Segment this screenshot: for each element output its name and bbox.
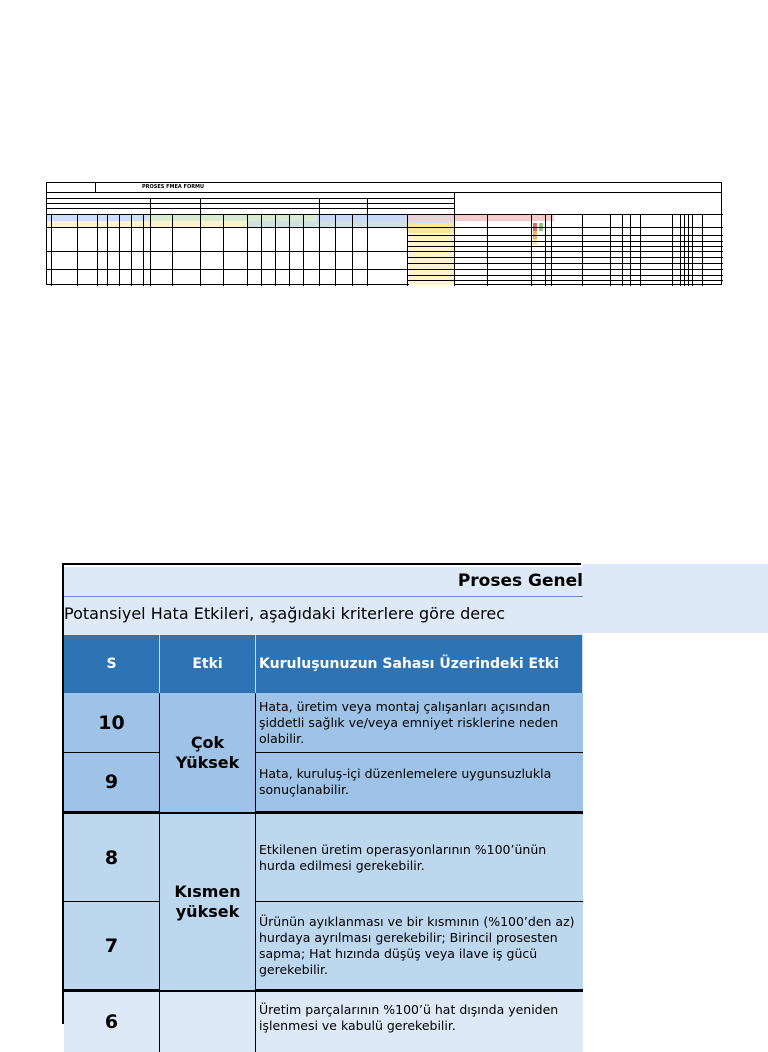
thumb-row [47, 269, 723, 270]
thumb-row [407, 257, 723, 258]
effect-cell [160, 992, 256, 1052]
description-text: Hata, kuruluş-içi düzenlemelere uygunsuzlukla sonuçlanabilir. [259, 766, 552, 797]
thumb-band-gold [407, 223, 454, 233]
description-text: Hata, üretim veya montaj çalışanları açısından şiddetli sağlık ve/veya emniyet risklerine neden olabilir. [259, 698, 559, 746]
header-effect: Etki [160, 635, 256, 693]
thumb-yellow-cell [533, 239, 537, 245]
score-cell: 8 [64, 814, 160, 902]
thumb-row [47, 227, 723, 228]
effect-label: Çok Yüksek [175, 732, 240, 772]
table-subtitle-row [64, 597, 583, 635]
effect-cell [160, 693, 256, 812]
title-band-overflow [582, 564, 768, 633]
thumb-divider [47, 208, 454, 209]
thumb-divider [367, 198, 368, 214]
fmea-form-thumbnail [46, 182, 722, 285]
table-title: Proses Genel [457, 571, 583, 591]
thumb-divider [150, 198, 151, 214]
description-cell [256, 902, 583, 990]
description-cell [256, 814, 583, 902]
thumb-row [407, 235, 723, 236]
score-cell: 10 [64, 693, 160, 753]
thumb-band-red [454, 215, 554, 221]
description-text: Ürünün ayıklanması ve bir kısmının (%100’den az) hurdaya ayrılması gerekebilir; Birincil prosesten sapma; Hat hızında düşüş veya ilave iş gücü gerekebilir. [259, 913, 575, 977]
table-frame [62, 563, 583, 1033]
score-cell: 6 [64, 992, 160, 1052]
thumb-row [407, 280, 723, 281]
score-cell: 7 [64, 902, 160, 990]
thumb-divider [200, 198, 201, 214]
fmea-title-bar [47, 183, 721, 193]
header-score: S [64, 635, 160, 693]
effect-cell [160, 814, 256, 990]
description-cell [256, 992, 583, 1052]
thumb-divider [47, 198, 454, 199]
description-cell [256, 753, 583, 812]
thumb-divider [95, 183, 96, 192]
fmea-form-title: PROSES FMEA FORMU [142, 184, 205, 190]
description-text: Etkilenen üretim operasyonlarının %100’ünün hurda edilmesi gerekebilir. [259, 841, 547, 873]
description-text: Üretim parçalarının %100’ü hat dışında yeniden işlenmesi ve kabulü gerekebilir. [259, 1002, 559, 1033]
thumb-row [407, 275, 723, 276]
thumb-divider [454, 192, 455, 214]
effect-label: Kısmen yüksek [174, 882, 241, 921]
table-title-row [64, 567, 583, 597]
severity-criteria-table [62, 563, 768, 1033]
thumb-row [407, 241, 723, 242]
header-description: Kuruluşunuzun Sahası Üzerindeki Etki [256, 635, 583, 693]
thumb-row [407, 246, 723, 247]
description-cell [256, 693, 583, 753]
thumb-divider [319, 198, 320, 214]
thumb-divider [47, 203, 454, 204]
score-cell: 9 [64, 753, 160, 812]
thumb-row [47, 251, 723, 252]
table-subtitle: Potansiyel Hata Etkileri, aşağıdaki kriterlere göre derec [64, 604, 505, 623]
thumb-row [407, 263, 723, 264]
